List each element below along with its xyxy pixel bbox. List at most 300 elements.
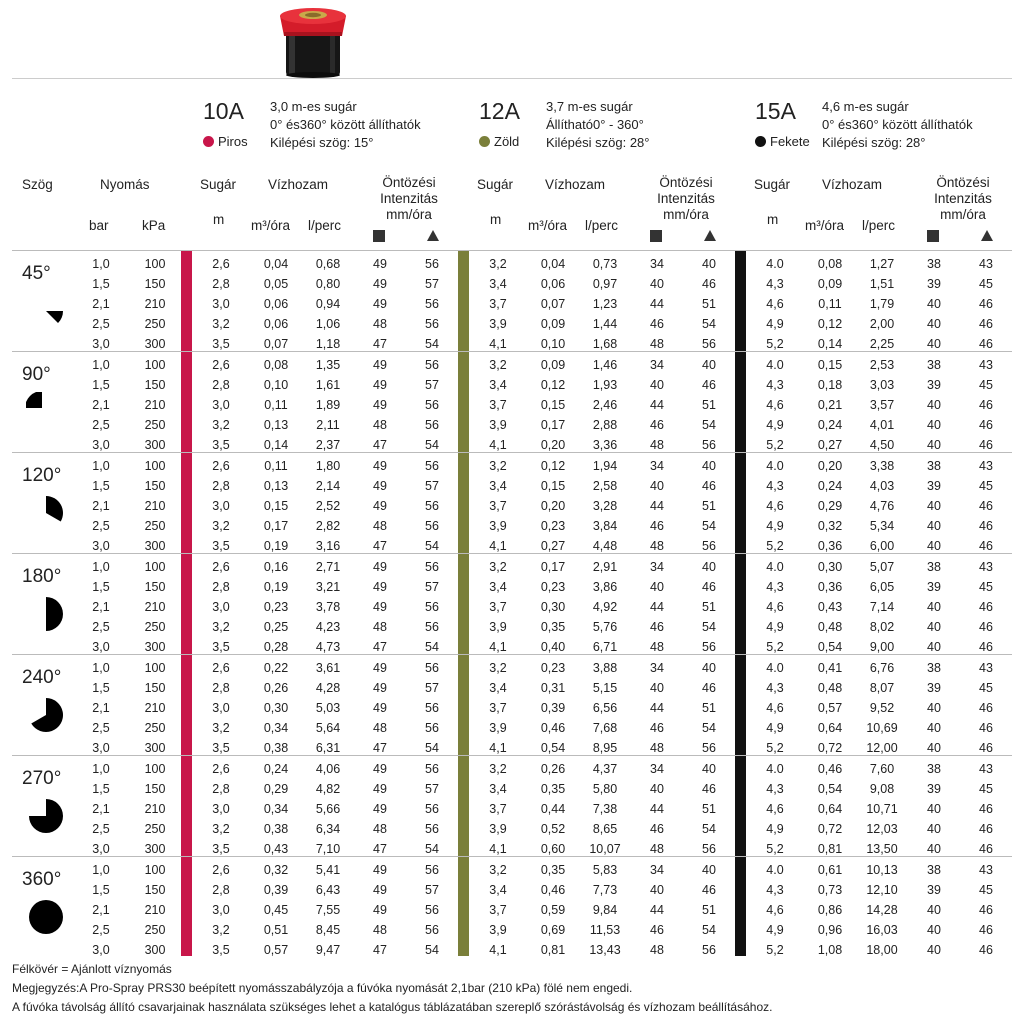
cell-m3h: 0,18	[817, 378, 843, 392]
cell-lpm: 4,92	[592, 600, 618, 614]
cell-intensity-square: 38	[927, 257, 941, 271]
cell-intensity-square: 49	[373, 802, 387, 816]
cell-radius: 5,2	[766, 842, 784, 856]
cell-lpm: 2,91	[592, 560, 618, 574]
cell-m3h: 0,72	[817, 741, 843, 755]
cell-intensity-triangle: 46	[979, 398, 993, 412]
cell-intensity-square: 40	[927, 721, 941, 735]
cell-lpm: 2,52	[315, 499, 341, 513]
cell-m3h: 0,06	[540, 277, 566, 291]
cell-intensity-square: 49	[373, 398, 387, 412]
cell-intensity-triangle: 51	[702, 297, 716, 311]
cell-m3h: 0,54	[817, 640, 843, 654]
cell-intensity-triangle: 56	[702, 539, 716, 553]
cell-kpa: 150	[144, 580, 166, 594]
intensity-line: mm/óra	[386, 207, 432, 222]
cell-m3h: 0,17	[263, 519, 289, 533]
cell-lpm: 4,73	[315, 640, 341, 654]
cell-intensity-square: 39	[927, 681, 941, 695]
angle-label: 240°	[22, 667, 62, 688]
cell-intensity-triangle: 57	[425, 277, 439, 291]
desc-line: Kilépési szög: 28°	[546, 135, 650, 150]
cell-bar: 2,1	[92, 701, 110, 715]
cell-radius: 4,9	[766, 519, 784, 533]
cell-lpm: 2,37	[315, 438, 341, 452]
cell-radius: 4.0	[766, 459, 784, 473]
cell-m3h: 0,32	[817, 519, 843, 533]
cell-intensity-square: 48	[650, 943, 664, 957]
cell-radius: 2,8	[212, 580, 230, 594]
cell-radius: 2,6	[212, 560, 230, 574]
cell-intensity-square: 49	[373, 661, 387, 675]
cell-kpa: 250	[144, 620, 166, 634]
cell-m3h: 0,17	[540, 560, 566, 574]
cell-intensity-square: 40	[927, 923, 941, 937]
cell-kpa: 150	[144, 277, 166, 291]
cell-m3h: 0,05	[263, 277, 289, 291]
cell-bar: 3,0	[92, 741, 110, 755]
cell-lpm: 2,25	[869, 337, 895, 351]
cell-m3h: 0,36	[817, 539, 843, 553]
cell-radius: 3,0	[212, 297, 230, 311]
cell-lpm: 1,68	[592, 337, 618, 351]
cell-lpm: 9,52	[869, 701, 895, 715]
cell-lpm: 3,78	[315, 600, 341, 614]
cell-lpm: 3,28	[592, 499, 618, 513]
cell-m3h: 0,38	[263, 741, 289, 755]
cell-lpm: 13,43	[589, 943, 621, 957]
cell-radius: 3,9	[489, 620, 507, 634]
cell-intensity-triangle: 46	[979, 519, 993, 533]
cell-bar: 3,0	[92, 337, 110, 351]
cell-kpa: 100	[144, 459, 166, 473]
cell-kpa: 210	[144, 297, 166, 311]
cell-lpm: 0,68	[315, 257, 341, 271]
cell-intensity-triangle: 56	[425, 600, 439, 614]
cell-kpa: 100	[144, 661, 166, 675]
cell-intensity-square: 44	[650, 297, 664, 311]
cell-intensity-triangle: 40	[702, 459, 716, 473]
cell-kpa: 250	[144, 317, 166, 331]
cell-radius: 4.0	[766, 257, 784, 271]
cell-bar: 1,0	[92, 863, 110, 877]
cell-kpa: 150	[144, 479, 166, 493]
table-row	[12, 274, 1012, 294]
cell-m3h: 0,43	[263, 842, 289, 856]
cell-lpm: 8,95	[592, 741, 618, 755]
cell-intensity-triangle: 56	[425, 560, 439, 574]
cell-intensity-triangle: 54	[702, 418, 716, 432]
cell-intensity-square: 48	[650, 741, 664, 755]
cell-radius: 4,9	[766, 317, 784, 331]
cell-intensity-triangle: 46	[702, 782, 716, 796]
cell-intensity-square: 49	[373, 297, 387, 311]
table-row	[12, 940, 1012, 960]
cell-bar: 2,1	[92, 499, 110, 513]
cell-m3h: 0,57	[817, 701, 843, 715]
cell-m3h: 0,64	[817, 721, 843, 735]
cell-radius: 2,8	[212, 782, 230, 796]
cell-m3h: 0,06	[263, 317, 289, 331]
table-row	[12, 799, 1012, 819]
cell-intensity-square: 49	[373, 600, 387, 614]
cell-radius: 3,7	[489, 903, 507, 917]
cell-lpm: 1,89	[315, 398, 341, 412]
table-row	[12, 355, 1012, 375]
cell-radius: 4,3	[766, 580, 784, 594]
cell-m3h: 0,35	[540, 620, 566, 634]
cell-intensity-square: 46	[650, 620, 664, 634]
model-description	[822, 98, 973, 152]
cell-radius: 3,5	[212, 640, 230, 654]
cell-intensity-square: 44	[650, 903, 664, 917]
cell-m3h: 0,46	[540, 721, 566, 735]
cell-intensity-triangle: 46	[702, 580, 716, 594]
model-name: 12A	[479, 98, 520, 124]
cell-lpm: 7,14	[869, 600, 895, 614]
cell-intensity-square: 39	[927, 378, 941, 392]
cell-intensity-square: 34	[650, 257, 664, 271]
cell-intensity-square: 40	[927, 519, 941, 533]
cell-radius: 3,4	[489, 277, 507, 291]
cell-radius: 3,0	[212, 600, 230, 614]
cell-kpa: 250	[144, 418, 166, 432]
cell-radius: 4,1	[489, 640, 507, 654]
cell-m3h: 0,40	[540, 640, 566, 654]
cell-intensity-square: 40	[927, 943, 941, 957]
black-dot-icon	[755, 136, 766, 147]
cell-intensity-triangle: 54	[702, 923, 716, 937]
cell-lpm: 1,27	[869, 257, 895, 271]
cell-lpm: 0,94	[315, 297, 341, 311]
cell-m3h: 0,09	[540, 358, 566, 372]
cell-m3h: 0,26	[263, 681, 289, 695]
header-radius: Sugár	[477, 177, 514, 192]
cell-intensity-triangle: 40	[702, 257, 716, 271]
cell-intensity-triangle: 43	[979, 257, 993, 271]
cell-m3h: 0,11	[264, 459, 288, 473]
cell-intensity-square: 40	[927, 499, 941, 513]
cell-radius: 4.0	[766, 358, 784, 372]
cell-intensity-square: 39	[927, 277, 941, 291]
cell-radius: 3,2	[212, 923, 230, 937]
cell-m3h: 0,36	[817, 580, 843, 594]
cell-intensity-triangle: 40	[702, 358, 716, 372]
model-description	[546, 98, 649, 152]
desc-line: Kilépési szög: 15°	[270, 135, 374, 150]
cell-intensity-triangle: 43	[979, 863, 993, 877]
cell-intensity-square: 40	[927, 317, 941, 331]
cell-intensity-triangle: 56	[425, 418, 439, 432]
cell-radius: 3,2	[212, 317, 230, 331]
cell-intensity-square: 48	[373, 519, 387, 533]
cell-lpm: 5,83	[592, 863, 618, 877]
cell-lpm: 10,13	[866, 863, 898, 877]
cell-intensity-triangle: 56	[425, 661, 439, 675]
cell-intensity-square: 40	[927, 903, 941, 917]
cell-radius: 2,6	[212, 358, 230, 372]
cell-radius: 3,2	[212, 721, 230, 735]
cell-radius: 2,8	[212, 277, 230, 291]
cell-radius: 3,4	[489, 883, 507, 897]
intensity-line: Intenzitás	[380, 191, 438, 206]
desc-line: 3,7 m-es sugár	[546, 99, 633, 114]
cell-bar: 2,5	[92, 923, 110, 937]
cell-intensity-square: 49	[373, 701, 387, 715]
cell-intensity-square: 40	[927, 438, 941, 452]
cell-intensity-square: 40	[927, 620, 941, 634]
cell-radius: 4.0	[766, 560, 784, 574]
cell-radius: 3,5	[212, 741, 230, 755]
desc-line: Állítható0° - 360°	[546, 117, 644, 132]
cell-radius: 2,6	[212, 661, 230, 675]
cell-intensity-square: 48	[650, 539, 664, 553]
note-line: Félkövér = Ajánlott víznyomás	[12, 962, 172, 976]
cell-m3h: 0,29	[817, 499, 843, 513]
table-row	[12, 617, 1012, 637]
cell-radius: 3,4	[489, 782, 507, 796]
cell-m3h: 0,15	[540, 398, 566, 412]
cell-m3h: 0,23	[540, 580, 566, 594]
cell-intensity-triangle: 54	[425, 741, 439, 755]
cell-intensity-triangle: 56	[425, 701, 439, 715]
cell-intensity-square: 48	[650, 337, 664, 351]
cell-intensity-square: 40	[650, 883, 664, 897]
cell-intensity-square: 46	[650, 317, 664, 331]
cell-m3h: 0,48	[817, 681, 843, 695]
cell-intensity-square: 44	[650, 600, 664, 614]
cell-intensity-triangle: 46	[979, 418, 993, 432]
cell-kpa: 150	[144, 883, 166, 897]
cell-radius: 4,6	[766, 499, 784, 513]
cell-intensity-triangle: 45	[979, 883, 993, 897]
cell-bar: 1,5	[92, 378, 110, 392]
cell-radius: 3,2	[489, 358, 507, 372]
cell-m3h: 0,10	[540, 337, 566, 351]
header-lpm: l/perc	[585, 218, 619, 233]
header-m: m	[767, 212, 779, 227]
cell-radius: 3,7	[489, 600, 507, 614]
header-radius: Sugár	[200, 177, 237, 192]
cell-radius: 3,9	[489, 317, 507, 331]
cell-radius: 3,0	[212, 903, 230, 917]
footnotes	[12, 960, 772, 1017]
cell-kpa: 100	[144, 358, 166, 372]
cell-lpm: 8,45	[315, 923, 341, 937]
cell-lpm: 4,28	[315, 681, 341, 695]
cell-intensity-triangle: 46	[979, 721, 993, 735]
cell-lpm: 6,00	[869, 539, 895, 553]
cell-intensity-triangle: 40	[702, 560, 716, 574]
cell-m3h: 0,13	[263, 418, 289, 432]
cell-intensity-triangle: 54	[702, 822, 716, 836]
cell-radius: 4,1	[489, 438, 507, 452]
cell-radius: 4,9	[766, 822, 784, 836]
cell-lpm: 5,15	[592, 681, 618, 695]
cell-intensity-square: 40	[927, 741, 941, 755]
cell-intensity-square: 47	[373, 640, 387, 654]
cell-intensity-triangle: 51	[702, 903, 716, 917]
cell-radius: 4,6	[766, 297, 784, 311]
table-row	[12, 395, 1012, 415]
cell-lpm: 8,07	[869, 681, 895, 695]
nozzle-image	[278, 2, 348, 78]
cell-intensity-triangle: 57	[425, 883, 439, 897]
cell-intensity-square: 49	[373, 762, 387, 776]
cell-radius: 3,4	[489, 378, 507, 392]
cell-intensity-square: 38	[927, 358, 941, 372]
cell-intensity-square: 34	[650, 661, 664, 675]
cell-intensity-triangle: 56	[425, 762, 439, 776]
cell-radius: 3,7	[489, 297, 507, 311]
cell-lpm: 6,31	[315, 741, 341, 755]
table-row	[12, 698, 1012, 718]
green-dot-icon	[479, 136, 490, 147]
cell-bar: 2,5	[92, 620, 110, 634]
cell-bar: 1,5	[92, 681, 110, 695]
angle-label: 45°	[22, 263, 51, 284]
cell-m3h: 0,59	[540, 903, 566, 917]
cell-lpm: 12,03	[866, 822, 898, 836]
cell-intensity-triangle: 57	[425, 580, 439, 594]
cell-lpm: 14,28	[866, 903, 898, 917]
cell-m3h: 0,23	[540, 519, 566, 533]
intensity-line: Öntözési	[936, 175, 990, 190]
cell-intensity-triangle: 56	[425, 620, 439, 634]
cell-intensity-square: 38	[927, 661, 941, 675]
cell-lpm: 5,66	[315, 802, 341, 816]
cell-lpm: 3,84	[592, 519, 618, 533]
cell-lpm: 6,43	[315, 883, 341, 897]
cell-bar: 3,0	[92, 943, 110, 957]
cell-lpm: 10,71	[866, 802, 898, 816]
desc-line: 4,6 m-es sugár	[822, 99, 909, 114]
cell-m3h: 0,30	[817, 560, 843, 574]
cell-radius: 4,9	[766, 923, 784, 937]
cell-intensity-triangle: 56	[702, 337, 716, 351]
cell-intensity-triangle: 46	[702, 883, 716, 897]
cell-intensity-square: 47	[373, 539, 387, 553]
cell-lpm: 2,53	[869, 358, 895, 372]
cell-m3h: 0,27	[817, 438, 843, 452]
cell-m3h: 0,20	[817, 459, 843, 473]
cell-lpm: 5,64	[315, 721, 341, 735]
cell-lpm: 4,03	[869, 479, 895, 493]
cell-kpa: 210	[144, 600, 166, 614]
cell-intensity-triangle: 46	[979, 640, 993, 654]
cell-intensity-square: 48	[373, 822, 387, 836]
cell-m3h: 0,24	[817, 418, 843, 432]
cell-m3h: 0,73	[817, 883, 843, 897]
cell-radius: 5,2	[766, 539, 784, 553]
cell-m3h: 0,10	[263, 378, 289, 392]
cell-kpa: 250	[144, 923, 166, 937]
cell-kpa: 300	[144, 842, 166, 856]
cell-intensity-square: 39	[927, 479, 941, 493]
cell-intensity-triangle: 46	[979, 741, 993, 755]
cell-kpa: 100	[144, 762, 166, 776]
cell-lpm: 7,60	[869, 762, 895, 776]
cell-radius: 4,3	[766, 277, 784, 291]
cell-radius: 5,2	[766, 640, 784, 654]
cell-m3h: 0,17	[540, 418, 566, 432]
cell-radius: 5,2	[766, 337, 784, 351]
cell-intensity-triangle: 56	[425, 358, 439, 372]
cell-intensity-triangle: 56	[425, 863, 439, 877]
table-row	[12, 375, 1012, 395]
cell-m3h: 0,46	[817, 762, 843, 776]
cell-radius: 3,5	[212, 943, 230, 957]
cell-m3h: 0,54	[540, 741, 566, 755]
cell-intensity-triangle: 51	[702, 499, 716, 513]
cell-radius: 4,6	[766, 398, 784, 412]
header-m3h: m³/óra	[528, 218, 568, 233]
cell-bar: 2,5	[92, 418, 110, 432]
cell-intensity-square: 46	[650, 418, 664, 432]
cell-lpm: 4,23	[315, 620, 341, 634]
cell-m3h: 0,14	[817, 337, 843, 351]
table-row	[12, 779, 1012, 799]
cell-intensity-triangle: 46	[979, 438, 993, 452]
cell-radius: 3,0	[212, 398, 230, 412]
cell-bar: 2,1	[92, 297, 110, 311]
cell-intensity-triangle: 45	[979, 277, 993, 291]
model-description	[270, 98, 421, 152]
cell-radius: 3,4	[489, 681, 507, 695]
cell-radius: 3,2	[489, 762, 507, 776]
cell-intensity-triangle: 46	[979, 620, 993, 634]
cell-radius: 3,5	[212, 842, 230, 856]
cell-intensity-square: 48	[373, 923, 387, 937]
angle-group-360	[12, 856, 1012, 958]
cell-radius: 3,4	[489, 479, 507, 493]
header-flow: Vízhozam	[822, 177, 883, 192]
cell-m3h: 0,20	[540, 499, 566, 513]
angle-group-270	[12, 755, 1012, 857]
cell-intensity-square: 47	[373, 842, 387, 856]
cell-m3h: 0,12	[817, 317, 843, 331]
cell-radius: 2,8	[212, 479, 230, 493]
cell-intensity-triangle: 46	[979, 701, 993, 715]
table-row	[12, 678, 1012, 698]
cell-intensity-square: 44	[650, 701, 664, 715]
header-kpa: kPa	[142, 218, 166, 233]
cell-radius: 4,3	[766, 378, 784, 392]
cell-intensity-triangle: 43	[979, 459, 993, 473]
cell-intensity-square: 49	[373, 257, 387, 271]
angle-group-120	[12, 452, 1012, 554]
angle-label: 90°	[22, 364, 51, 385]
cell-m3h: 0,27	[540, 539, 566, 553]
cell-intensity-triangle: 54	[425, 539, 439, 553]
cell-intensity-triangle: 46	[979, 943, 993, 957]
note-line: Megjegyzés:A Pro-Spray PRS30 beépített nyomásszabályzója a fúvóka nyomását 2,1bar (210 kPa) fölé nem engedi.	[12, 981, 633, 995]
cell-radius: 4,3	[766, 479, 784, 493]
header-intensity	[651, 175, 721, 223]
cell-lpm: 1,61	[315, 378, 341, 392]
cell-intensity-triangle: 46	[702, 378, 716, 392]
cell-intensity-triangle: 56	[425, 903, 439, 917]
square-pattern-icon	[927, 230, 939, 242]
cell-lpm: 1,93	[592, 378, 618, 392]
cell-intensity-triangle: 56	[425, 822, 439, 836]
cell-lpm: 3,61	[315, 661, 341, 675]
table-row	[12, 456, 1012, 476]
cell-intensity-square: 40	[927, 802, 941, 816]
cell-m3h: 0,35	[540, 782, 566, 796]
cell-intensity-square: 49	[373, 782, 387, 796]
intensity-line: Intenzitás	[657, 191, 715, 206]
